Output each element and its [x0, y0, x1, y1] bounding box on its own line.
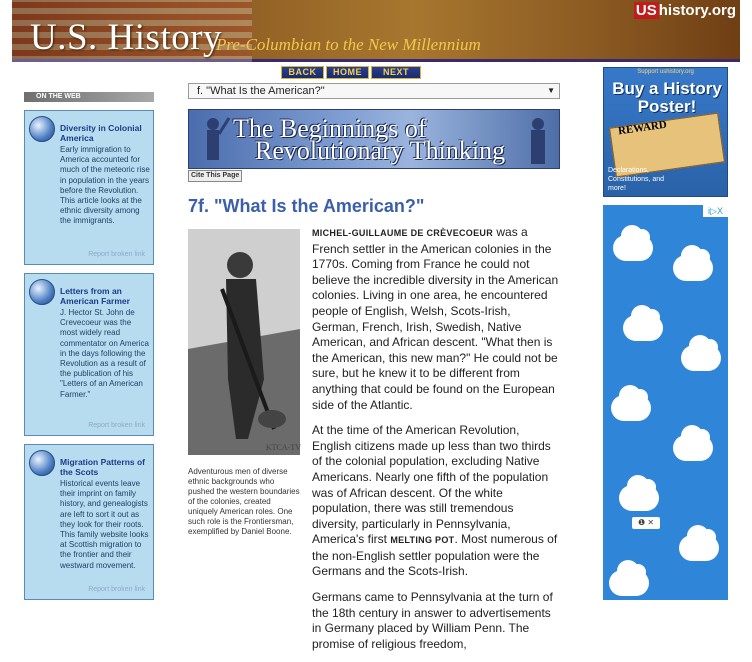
dropdown-arrow-icon: ▼: [547, 86, 555, 95]
paragraph-3-text: Germans came to Pennsylvania at the turn of the 18th century in answer to advertisements in Germany placed by William Penn. The promise of religious freedom,: [312, 590, 553, 651]
paragraph-1: [312, 225, 560, 413]
paragraph-2: [312, 423, 560, 580]
cloud-icon: [613, 235, 653, 261]
cloud-ad[interactable]: [603, 205, 728, 600]
paragraph-2-text-a: At the time of the American Revolution, English citizens made up less than two thirds of the colonial population, excluding Native Americans. Nearly one fifth of the population was of African descent. Of the white population, there was still tremendous diversity, particularly in Pennsylvania, America's first: [312, 423, 551, 547]
statesman-figure-icon: [521, 110, 555, 170]
selected-page: f. "What Is the American?": [197, 85, 325, 97]
cloud-icon: [623, 315, 663, 341]
logo-suffix: history.org: [658, 2, 736, 19]
web-link-box-1[interactable]: [24, 110, 154, 265]
article-body: [312, 225, 560, 662]
figure: [188, 229, 301, 537]
logo-prefix: US: [635, 2, 657, 19]
cloud-icon: [681, 345, 721, 371]
site-header: [12, 0, 740, 62]
cloud-icon: [609, 570, 649, 596]
web-link-box-2[interactable]: [24, 273, 154, 436]
back-button[interactable]: BACK: [281, 66, 324, 79]
globe-icon: [29, 116, 55, 142]
cloud-icon: [619, 485, 659, 511]
banner-title-line2: Revolutionary Thinking: [255, 136, 506, 165]
paragraph-3: [312, 590, 560, 652]
site-title[interactable]: U.S. History: [30, 17, 223, 58]
on-the-web-header: ON THE WEB: [24, 92, 154, 102]
page-nav: [281, 66, 421, 79]
cite-page-button[interactable]: Cite This Page: [188, 170, 242, 182]
paragraph-1-text: was a French settler in the American colonies in the 1770s. Coming from France he could not believe the incredible diversity in the American colonies. Living in one area, he encountered people of English, Welsh, Scots-Irish, German, French, Irish, Swedish, Native American, and African descent. "What then is the American, this new man?" He could not be sure, but he knew it to be different from anything that could be found on the European side of the Atlantic.: [312, 225, 559, 412]
poster-ad-headline: Buy a History Poster!: [612, 79, 722, 116]
poster-ad-footer: Declarations, Constitutions, and more!: [608, 167, 665, 192]
web-link-description: J. Hector St. John de Crevecoeur was the most widely read commentator on America in the days following the Revolution as a result of the publication of his "Letters of an American Farmer.": [60, 308, 149, 399]
chapter-page-select[interactable]: [188, 83, 560, 99]
term-crevecoeur[interactable]: MICHEL-GUILLAUME DE CRÈVECOEUR: [312, 228, 494, 238]
poster-ad-top: Support ushistory.org: [637, 69, 694, 75]
ad-choices-icon[interactable]: i▷X: [703, 205, 728, 217]
patriot-figure-icon: [193, 110, 233, 170]
site-logo[interactable]: [634, 2, 736, 19]
ad-close-button[interactable]: ❶ ✕: [632, 517, 660, 529]
site-tagline: Pre-Columbian to the New Millennium: [216, 35, 481, 54]
cloud-icon: [673, 255, 713, 281]
cloud-icon: [673, 435, 713, 461]
chapter-banner: [188, 109, 560, 169]
cloud-icon: [679, 535, 719, 561]
frontiersman-image: [188, 229, 300, 455]
paragraph-2-text-b: . Most numerous of the non-English settler population were the Germans and the Scots-Irish.: [312, 532, 558, 579]
web-link-description: Historical events leave their imprint on family history, and genealogists are left to sort it out as they look for their roots. This family website looks at Scottish migration to the frontier and their westward movement.: [60, 479, 149, 570]
home-button[interactable]: HOME: [326, 66, 369, 79]
cloud-icon: [611, 395, 651, 421]
page-title: 7f. "What Is the American?": [188, 196, 425, 216]
web-link-title[interactable]: Letters from an American Farmer: [60, 286, 130, 306]
report-broken-link[interactable]: Report broken link: [88, 422, 145, 429]
frontiersman-illustration: [188, 229, 300, 455]
banner-title-line1: The Beginnings of: [233, 114, 427, 143]
image-caption: Adventurous men of diverse ethnic backgrounds who pushed the western boundaries of the colonies, created uniquely American roles. One such role is the Frontiersman, exemplified by Daniel Boone.: [188, 467, 300, 536]
web-link-description: Early immigration to America accounted for much of the meteoric rise in population in the years before the Revolution. This article looks at the ethnic diversity among the immigrants.: [60, 145, 150, 226]
globe-icon: [29, 450, 55, 476]
globe-icon: [29, 279, 55, 305]
web-link-box-3[interactable]: [24, 444, 154, 600]
web-link-title[interactable]: Diversity in Colonial America: [60, 123, 142, 143]
poster-reward-text: REWARD: [617, 118, 668, 138]
poster-ad[interactable]: [603, 67, 728, 197]
web-link-title[interactable]: Migration Patterns of the Scots: [60, 457, 146, 477]
report-broken-link[interactable]: Report broken link: [88, 586, 145, 593]
next-button[interactable]: NEXT: [371, 66, 421, 79]
term-melting-pot[interactable]: MELTING POT: [390, 535, 455, 546]
image-credit: KTCA-TV: [265, 443, 301, 452]
report-broken-link[interactable]: Report broken link: [88, 251, 145, 258]
